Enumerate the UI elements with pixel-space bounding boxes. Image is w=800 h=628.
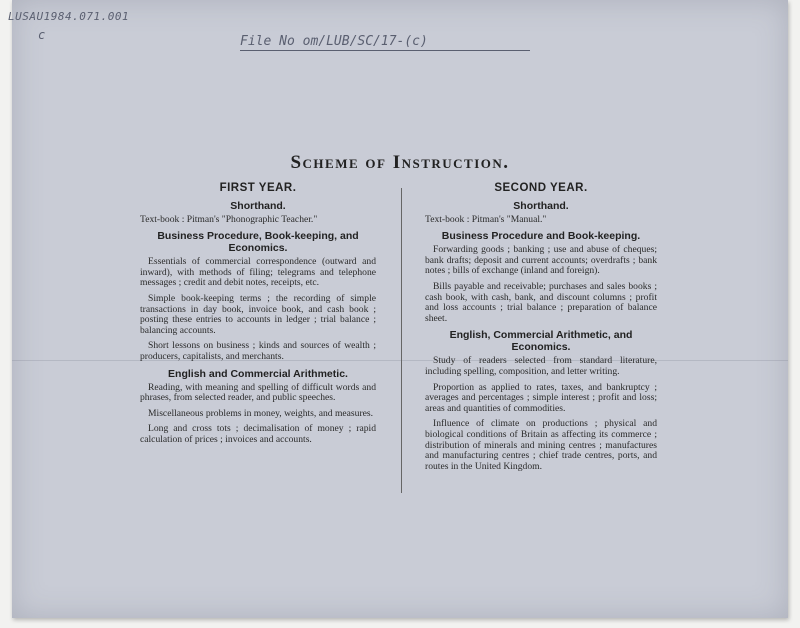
paper-sheet xyxy=(12,0,788,618)
paragraph: Forwarding goods ; banking ; use and abuse of cheques; bank drafts; deposit and current accounts; overdrafts ; bank notes ; bills of exchange (inland and foreign). xyxy=(425,244,657,277)
paragraph: Reading, with meaning and spelling of difficult words and phrases, from selected reader, and public speeches. xyxy=(140,381,376,404)
section-heading: Shorthand. xyxy=(513,199,569,212)
paragraph: Long and cross tots ; decimalisation of money ; rapid calculation of prices ; invoices and accounts. xyxy=(140,423,376,445)
file-reference: File No om/LUB/SC/17-(c) xyxy=(240,34,530,51)
section-heading: Business Procedure, Book-keeping, and Economics. xyxy=(157,230,359,255)
paragraph: Text-book : Pitman's "Manual." xyxy=(425,213,547,225)
paragraph: Bills payable and receivable; purchases and sales books ; cash book, with cash, bank, and discount columns ; profit and loss accounts ; trial balance ; preparation of balance sheet. xyxy=(425,280,657,324)
paper-fold-line xyxy=(12,360,788,361)
accession-number: LUSAU1984.071.001 xyxy=(8,10,130,23)
paragraph: Miscellaneous problems in money, weights, and measures. xyxy=(148,407,374,419)
section-heading: Shorthand. xyxy=(230,199,286,212)
section-heading: English and Commercial Arithmetic. xyxy=(168,367,348,380)
second-year-column xyxy=(425,183,657,477)
paragraph: Text-book : Pitman's "Phonographic Teacher." xyxy=(140,213,318,225)
paragraph: Proportion as applied to rates, taxes, and bankruptcy ; averages and percentages ; simple interest ; profit and loss; areas and quantities of commodities. xyxy=(425,381,657,414)
section-heading: Business Procedure and Book-keeping. xyxy=(441,230,641,243)
paragraph: Simple book-keeping terms ; the recording of simple transactions in day book, invoice book, and cash book ; posting these entries to accounts in ledger ; trial balance ; balancing accounts. xyxy=(140,292,376,336)
paragraph: Study of readers selected from standard literature, including spelling, composition, and letter writing. xyxy=(425,355,657,377)
column-divider xyxy=(401,188,402,493)
first-year-column xyxy=(140,183,376,451)
handwritten-letter: c xyxy=(38,28,46,42)
paragraph: Short lessons on business ; kinds and sources of wealth ; producers, capitalists, and merchants. xyxy=(140,340,376,362)
section-heading: English, Commercial Arithmetic, and Economics. xyxy=(449,329,633,354)
second-year-heading: SECOND YEAR. xyxy=(494,182,588,194)
paragraph: Influence of climate on productions ; physical and biological conditions of Britain as affecting its commerce ; distribution of minerals and mining centres ; manufactures and manufacturing centres ; chief trade centres, ports, and routes in the United Kingdom. xyxy=(425,418,657,472)
first-year-heading: FIRST YEAR. xyxy=(219,182,297,194)
paragraph: Essentials of commercial correspondence (outward and inward), with methods of filing; telegrams and telephone messages ; credit and debit notes, receipts, etc. xyxy=(140,256,376,289)
document-title: Scheme of Instruction. xyxy=(290,152,510,173)
